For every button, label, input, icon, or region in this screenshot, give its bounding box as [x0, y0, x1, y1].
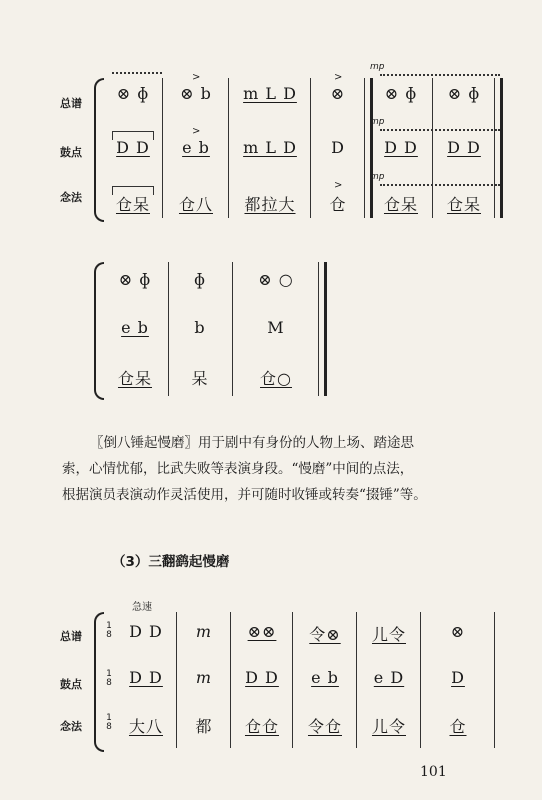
score-cell: 仓呆	[383, 195, 418, 214]
score-cell: D D	[129, 668, 163, 687]
barline	[292, 612, 293, 748]
score-cell: 仓○	[260, 369, 292, 388]
score-cell: 仓呆	[115, 195, 150, 214]
row-label-gudian: 鼓点	[60, 678, 82, 691]
score-cell: 仓	[329, 195, 347, 214]
brace-line	[94, 612, 104, 752]
barline	[356, 612, 357, 748]
barline	[494, 612, 495, 748]
barline	[230, 612, 231, 748]
paragraph-line: 索，心情忧郁，比武失败等表演身段。“慢磨”中间的点法，	[62, 461, 414, 477]
score-cell: e D	[373, 668, 405, 687]
score-cell: ⊗	[330, 84, 346, 103]
score-cell: 令⊗	[309, 625, 341, 644]
row-label-nianfa: 念法	[60, 720, 82, 733]
score-cell: 仓	[449, 717, 467, 736]
score-cell: D D	[116, 138, 150, 157]
section-heading: （3）三翻鹞起慢磨	[112, 554, 230, 570]
score-cell: 仓呆	[117, 369, 152, 388]
row-label-zongpu: 总谱	[60, 97, 82, 110]
score-cell: 令仓	[307, 717, 342, 736]
meter-top: 1	[106, 621, 112, 631]
score-cell: 儿令	[371, 625, 406, 644]
row-label-zongpu: 总谱	[60, 630, 82, 643]
score-cell: D D	[129, 622, 163, 641]
score-cell: D D	[245, 668, 279, 687]
row-label-gudian: 鼓点	[60, 146, 82, 159]
score-cell: 儿令	[371, 717, 406, 736]
meter-top: 1	[106, 669, 112, 679]
page-number: 101	[420, 764, 447, 780]
score-cell: ⊗ ɸ	[116, 84, 150, 103]
score-cell: e b	[311, 668, 339, 687]
score-cell: 都拉大	[244, 195, 296, 214]
dynamic-mark: mp	[370, 117, 385, 127]
barline	[176, 612, 177, 748]
score-cell: D D	[384, 138, 418, 157]
accent-mark: >	[192, 126, 201, 137]
tempo-mark: 急速	[132, 602, 152, 613]
score-cell: ⊗ b	[180, 84, 212, 103]
accent-mark: >	[334, 180, 343, 191]
score-cell: 仓呆	[446, 195, 481, 214]
score-cell: ⊗⊗	[247, 622, 277, 641]
score-cell: 呆	[191, 369, 209, 388]
score-cell: m L D	[243, 138, 297, 157]
paragraph-line: 〖倒八锤起慢磨〗用于剧中有身份的人物上场、踏途思	[90, 435, 414, 451]
score-cell: m	[195, 622, 213, 641]
time-signature	[104, 714, 114, 732]
time-signature	[104, 622, 114, 640]
score-cell: 大八	[128, 717, 163, 736]
paragraph-line: 根据演员表演动作灵活使用，并可随时收锤或转奏“掇锤”等。	[62, 487, 427, 503]
score-cell: ⊗ ɸ	[384, 84, 418, 103]
score-cell: 都	[195, 717, 213, 736]
row-label-nianfa: 念法	[60, 191, 82, 204]
score-cell: ⊗ ɸ	[447, 84, 481, 103]
score-cell: ⊗ ○	[258, 270, 294, 289]
meter-bottom: 8	[106, 722, 112, 732]
score-cell: m	[195, 668, 213, 687]
barline	[420, 612, 421, 748]
score-cell: e b	[121, 318, 149, 337]
meter-bottom: 8	[106, 678, 112, 688]
meter-bottom: 8	[106, 630, 112, 640]
accent-mark: >	[192, 72, 201, 83]
score-cell: b	[194, 318, 206, 337]
score-cell: ⊗	[450, 622, 466, 641]
accent-mark: >	[334, 72, 343, 83]
time-signature	[104, 670, 114, 688]
score-cell: e b	[182, 138, 210, 157]
score-cell: M	[267, 318, 285, 337]
score-cell: D	[451, 668, 465, 687]
score-cell: ɸ	[193, 270, 207, 289]
score-cell: D D	[447, 138, 481, 157]
dynamic-mark: mp	[370, 172, 385, 182]
score-cell: 仓仓	[244, 717, 279, 736]
score-cell: D	[331, 138, 345, 157]
meter-top: 1	[106, 713, 112, 723]
score-cell: 仓八	[178, 195, 213, 214]
dynamic-mark: mp	[370, 62, 385, 72]
score-cell: m L D	[243, 84, 297, 103]
score-cell: ⊗ ɸ	[118, 270, 152, 289]
